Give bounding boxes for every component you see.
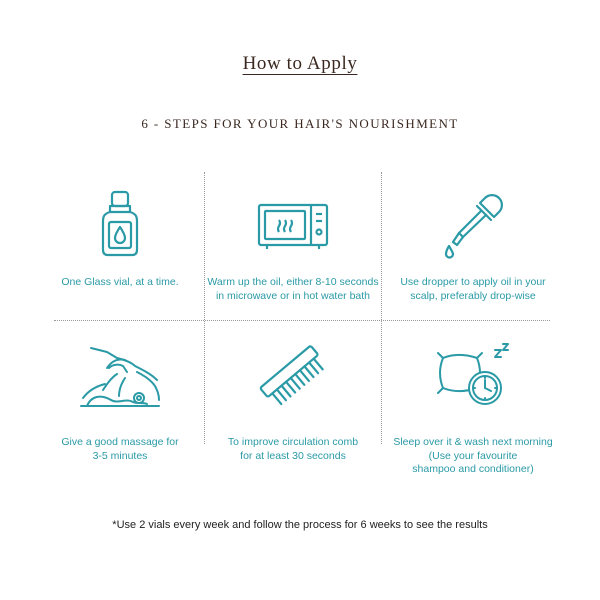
head-massage-icon (77, 338, 163, 415)
grid-divider-vertical (204, 172, 205, 444)
grid-divider-vertical (381, 172, 382, 444)
step-caption: Use dropper to apply oil in your scalp, preferably drop-wise (400, 276, 546, 302)
comb-icon (258, 344, 328, 413)
microwave-icon (257, 202, 329, 257)
page-title: How to Apply (242, 53, 358, 74)
step-caption: Sleep over it & wash next morning (Use your favourite shampoo and conditioner) (393, 436, 553, 475)
grid-divider-horizontal (54, 320, 550, 321)
footnote: *Use 2 vials every week and follow the process for 6 weeks to see the results (112, 519, 488, 531)
glass-vial-icon (100, 190, 140, 263)
pillow-clock-icon (435, 344, 511, 415)
step-caption: Warm up the oil, either 8-10 seconds in microwave or in hot water bath (207, 276, 379, 302)
step-caption: Give a good massage for 3-5 minutes (61, 436, 179, 462)
step-caption: To improve circulation comb for at least 30 seconds (227, 436, 359, 462)
dropper-icon (441, 194, 505, 263)
step-caption: One Glass vial, at a time. (61, 276, 179, 288)
page-subtitle: 6 - STEPS FOR YOUR HAIR'S NOURISHMENT (141, 116, 459, 131)
